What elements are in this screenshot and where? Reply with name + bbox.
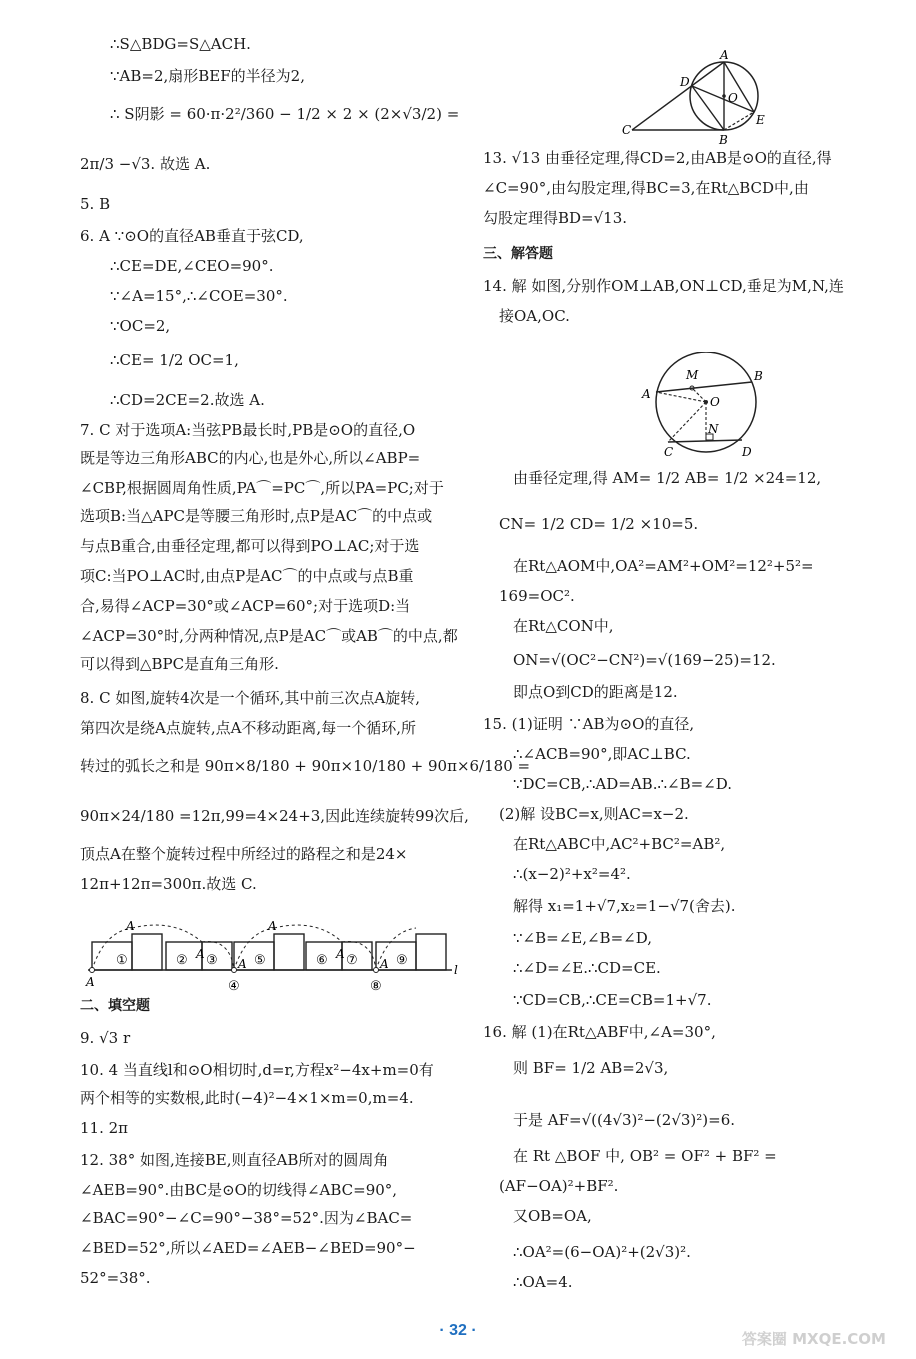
right-line: 在Rt△ABC中,AC²+BC²=AB², [513,835,726,853]
right-line: CN= 1/2 CD= 1/2 ×10=5. [499,515,699,533]
fig8-label-A1: A [86,975,95,989]
fig13-label-D: D [680,75,690,89]
fig8-num-6: ⑥ [316,953,328,968]
right-line: 则 BF= 1/2 AB=2√3, [513,1059,669,1077]
right-line: 接OA,OC. [499,307,570,325]
right-line: 解得 x₁=1+√7,x₂=1−√7(舍去). [513,897,736,915]
right-line: ∠C=90°,由勾股定理,得BC=3,在Rt△BCD中,由 [483,179,809,197]
left-line: ∠BAC=90°−∠C=90°−38°=52°.因为∠BAC= [80,1209,413,1227]
fig14-label-A: A [642,387,651,401]
fig8-num-1: ① [116,953,128,968]
left-line: 转过的弧长之和是 90π×8/180 + 90π×10/180 + 90π×6/180 = [80,757,531,775]
fig8-num-8: ⑧ [370,979,382,994]
fig14-label-M: M [686,368,699,382]
fig8-label-l: l [454,963,458,977]
watermark: 答案圈 MXQE.COM [741,1330,886,1348]
right-line: ∵DC=CB,∴AD=AB.∴∠B=∠D. [513,775,733,793]
left-line: ∴CE=DE,∠CEO=90°. [110,257,274,275]
left-line: ∵∠A=15°,∴∠COE=30°. [110,287,288,305]
right-line: ∴OA=4. [513,1273,573,1291]
left-line: ∴CE= 1/2 OC=1, [110,351,239,369]
left-line: 项C:当PO⊥AC时,由点P是AC⌒的中点或与点B重 [80,567,414,585]
left-line: ∴S△BDG=S△ACH. [110,35,251,53]
left-line: 9. √3 r [80,1029,131,1047]
left-line: 选项B:当△APC是等腰三角形时,点P是AC⌒的中点或 [80,507,433,525]
figure-8 [84,918,464,1000]
fig13-label-B: B [719,133,728,147]
right-line: ON=√(OC²−CN²)=√(169−25)=12. [513,651,776,669]
left-line: 既是等边三角形ABC的内心,也是外心,所以∠ABP= [80,449,421,467]
left-line: 90π×24/180 =12π,99=4×24+3,因此连续旋转99次后, [80,807,469,825]
right-line: (AF−OA)²+BF². [499,1177,619,1195]
right-line: 即点O到CD的距离是12. [513,683,678,701]
left-line: 与点B重合,由垂径定理,都可以得到PO⊥AC;对于选 [80,537,420,555]
left-line: 2π/3 −√3. 故选 A. [80,155,211,173]
fig8-label-A6: A [336,947,345,961]
left-line: 第四次是绕A点旋转,点A不移动距离,每一个循环,所 [80,719,416,737]
fig14-label-N: N [708,422,719,436]
fig8-num-9: ⑨ [396,953,408,968]
fig13-label-O: O [728,91,738,105]
left-line: ∴CD=2CE=2.故选 A. [110,391,265,409]
right-line: 在Rt△CON中, [513,617,614,635]
fig13-label-A: A [720,50,729,62]
left-line: 11. 2π [80,1119,129,1137]
left-line: ∴ S阴影 = 60·π·2²/360 − 1/2 × 2 × (2×√3/2) = [110,105,460,123]
left-line: 12. 38° 如图,连接BE,则直径AB所对的圆周角 [80,1151,389,1169]
left-line: ∠CBP,根据圆周角性质,PA⌒=PC⌒,所以PA=PC;对于 [80,479,444,497]
figure-13 [620,50,770,150]
left-line: 12π+12π=300π.故选 C. [80,875,257,893]
right-line: ∴OA²=(6−OA)²+(2√3)². [513,1243,691,1261]
left-line: ∵AB=2,扇形BEF的半径为2, [110,67,305,85]
left-line: 可以得到△BPC是直角三角形. [80,655,279,673]
left-line: 两个相等的实数根,此时(−4)²−4×1×m=0,m=4. [80,1089,414,1107]
right-line: 在 Rt △BOF 中, OB² = OF² + BF² = [513,1147,777,1165]
right-line: ∴(x−2)²+x²=4². [513,865,631,883]
left-line: 7. C 对于选项A:当弦PB最长时,PB是⊙O的直径,O [80,421,416,439]
right-line: 15. (1)证明 ∵AB为⊙O的直径, [483,715,695,733]
right-line: ∴∠ACB=90°,即AC⊥BC. [513,745,691,763]
right-line: 又OB=OA, [513,1207,592,1225]
fig8-label-A5: A [268,919,277,933]
fig14-label-C: C [664,445,674,459]
left-line: 52°=38°. [80,1269,151,1287]
right-line: 在Rt△AOM中,OA²=AM²+OM²=12²+5²= [513,557,814,575]
left-line: ∠BED=52°,所以∠AED=∠AEB−∠BED=90°− [80,1239,416,1257]
right-line: 14. 解 如图,分别作OM⊥AB,ON⊥CD,垂足为M,N,连 [483,277,844,295]
left-line: 10. 4 当直线l和⊙O相切时,d=r,方程x²−4x+m=0有 [80,1061,434,1079]
left-line: 8. C 如图,旋转4次是一个循环,其中前三次点A旋转, [80,689,421,707]
fig8-num-2: ② [176,953,188,968]
figure-14 [630,352,770,462]
right-line: (2)解 设BC=x,则AC=x−2. [499,805,689,823]
fig14-label-O: O [710,395,720,409]
fig8-label-A7: A [380,957,389,971]
left-line: 合,易得∠ACP=30°或∠ACP=60°;对于选项D:当 [80,597,411,615]
page-number: · 32 · [439,1322,477,1339]
right-line: ∴∠D=∠E.∴CD=CE. [513,959,661,977]
fig13-label-C: C [622,123,632,137]
right-line: 三、解答题 [483,246,553,262]
right-line: 由垂径定理,得 AM= 1/2 AB= 1/2 ×24=12, [513,469,822,487]
left-line: ∠ACP=30°时,分两种情况,点P是AC⌒或AB⌒的中点,都 [80,627,458,645]
fig8-label-A2: A [126,919,135,933]
left-line: 6. A ∵⊙O的直径AB垂直于弦CD, [80,227,304,245]
right-line: ∵∠B=∠E,∠B=∠D, [513,929,652,947]
fig8-num-7: ⑦ [346,953,358,968]
fig8-num-5: ⑤ [254,953,266,968]
left-line: 二、填空题 [80,998,150,1014]
left-line: 5. B [80,195,111,213]
right-line: 16. 解 (1)在Rt△ABF中,∠A=30°, [483,1023,716,1041]
right-line: ∵CD=CB,∴CE=CB=1+√7. [513,991,712,1009]
fig8-num-3: ③ [206,953,218,968]
right-line: 169=OC². [499,587,575,605]
fig13-label-E: E [756,113,765,127]
fig8-label-A4: A [238,957,247,971]
fig14-label-D: D [742,445,752,459]
right-line: 勾股定理得BD=√13. [483,209,628,227]
fig8-label-A3: A [196,947,205,961]
right-line: 13. √13 由垂径定理,得CD=2,由AB是⊙O的直径,得 [483,149,832,167]
fig14-label-B: B [754,369,763,383]
left-line: ∠AEB=90°.由BC是⊙O的切线得∠ABC=90°, [80,1181,398,1199]
right-line: 于是 AF=√((4√3)²−(2√3)²)=6. [513,1111,736,1129]
left-line: 顶点A在整个旋转过程中所经过的路程之和是24× [80,845,408,863]
left-line: ∵OC=2, [110,317,171,335]
fig8-num-4: ④ [228,979,240,994]
